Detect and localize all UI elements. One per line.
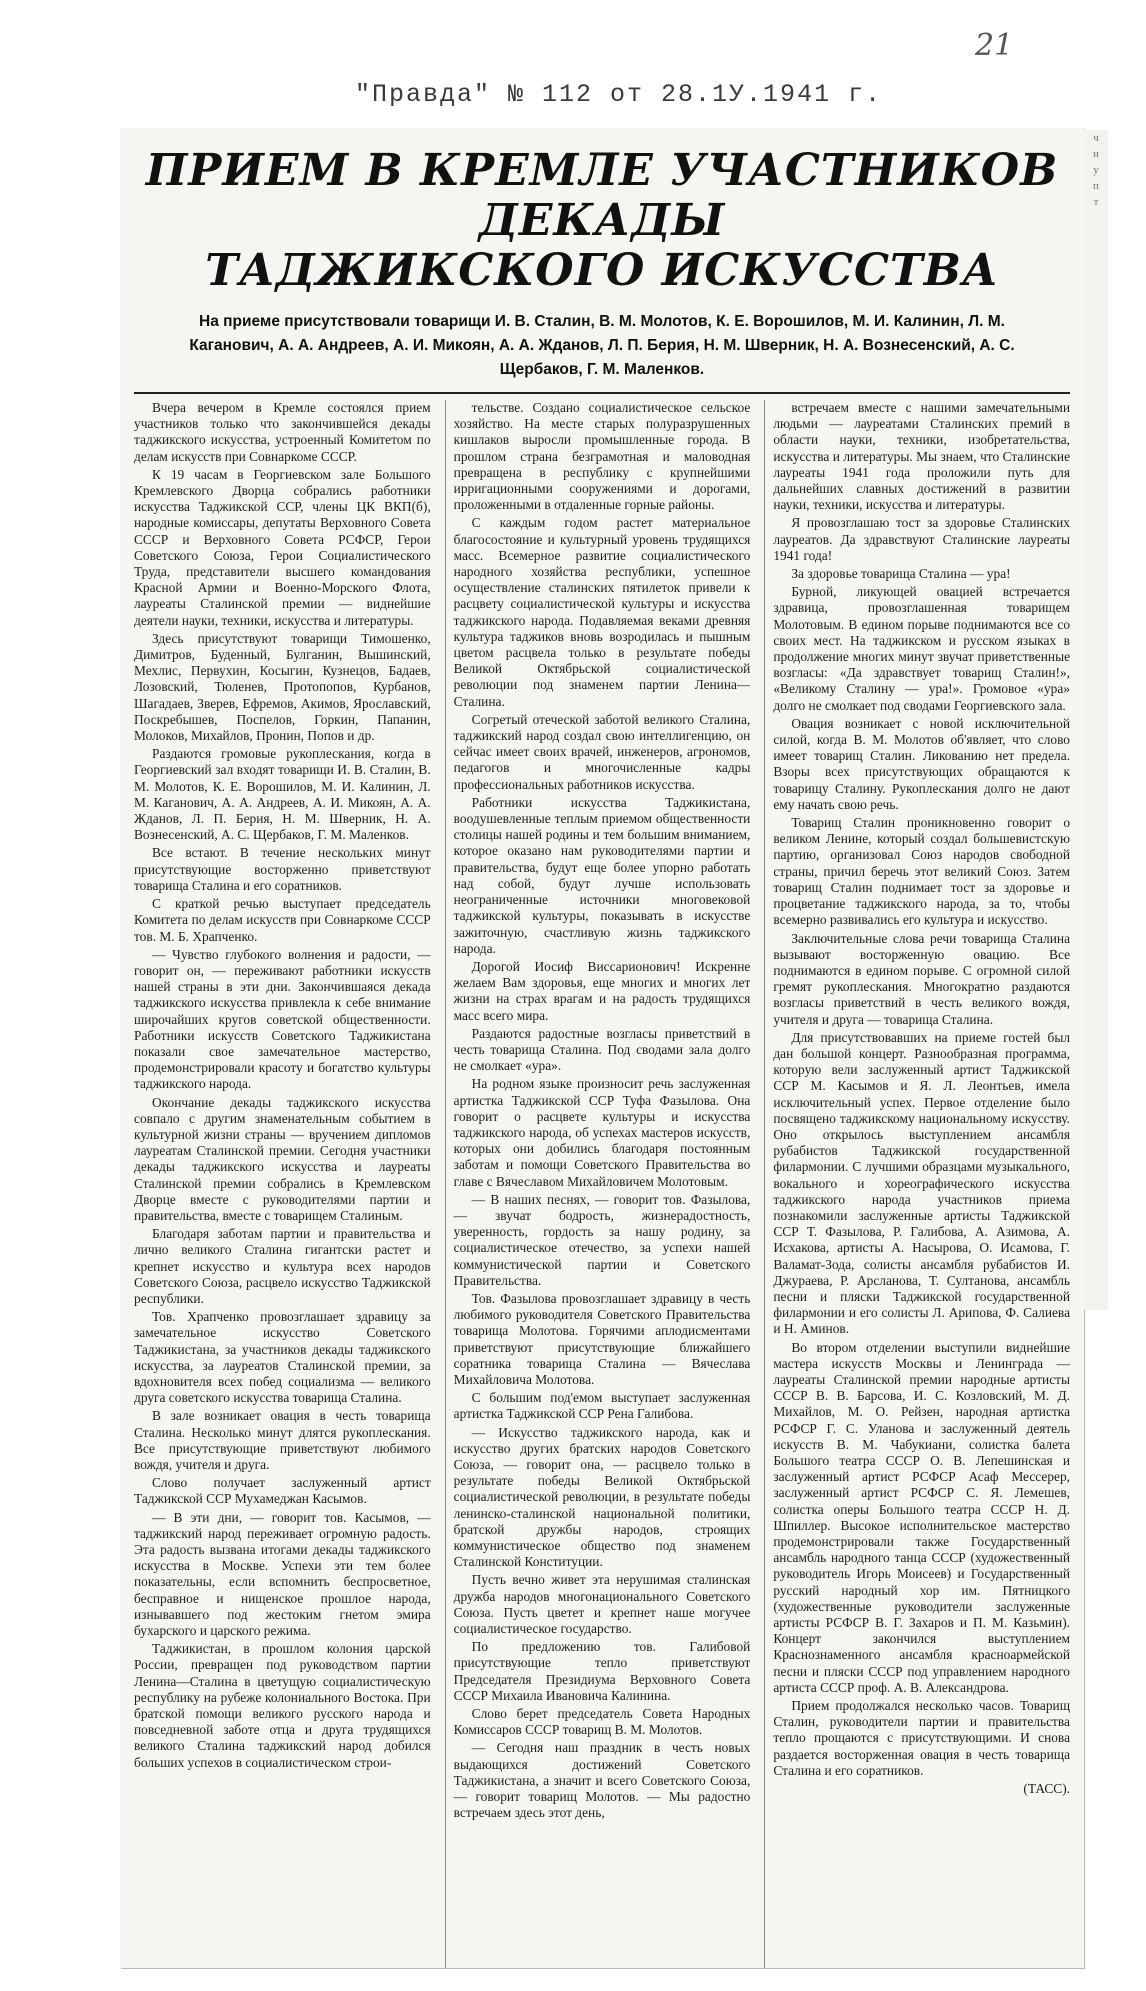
edge-glyph: п <box>1093 180 1099 192</box>
paragraph: Дорогой Иосиф Виссарионович! Искренне желаем Вам здоровья, еще многих и многих лет жизни на страх врагам и на радость трудящихся масс всего мира. <box>453 958 751 1023</box>
paragraph: Я провозглашаю тост за здоровье Сталинских лауреатов. Да здравствуют Сталинские лауреаты 1941 года! <box>773 515 1071 563</box>
paragraph: Заключительные слова речи товарища Сталина вызывают восторженную овацию. Все поднимаются в едином порыве. С огромной силой гремят рукоплескания. Многократно раздаются возгласы приветствий в честь великого вождя, учителя и друга — товарища Сталина. <box>773 930 1071 1027</box>
paragraph: — Искусство таджикского народа, как и искусство других братских народов Советского Союза, — говорит она, — расцвело только в результате победы Великой Октябрьской социалистической революции, в результате победы ленинско-сталинской национальной политики, братской дружбы народов, строящих коммунистическое общество под знаменем Сталинской Конституции. <box>453 1424 751 1570</box>
archive-page-number: 21 <box>975 28 1014 63</box>
article-body <box>120 394 1084 1968</box>
paragraph: С каждым годом растет материальное благосостояние и культурный уровень трудящихся масс. Всемерное развитие социалистического народного хозяйства республики, успешное осуществление сталинских пятилеток привели к расцвету социалистической культуры и искусства таджикского народа. Подавляемая веками древняя культура таджиков вновь возродилась и пышным цветом расцвела только в результате победы Великой Октябрьской социалистической революции под знаменем партии Ленина—Сталина. <box>453 515 751 709</box>
edge-glyph: т <box>1093 196 1099 208</box>
paragraph: Вчера вечером в Кремле состоялся прием участников только что закончившейся декады таджикского искусства, устроенный Комитетом по делам искусств при Совнаркоме СССР. <box>134 400 431 464</box>
article-column-1 <box>134 400 431 1968</box>
paragraph: Благодаря заботам партии и правительства и лично великого Сталина гигантски растет и крепнет искусство и культура всех народов Советского Союза, расцвело искусство Таджикской республики. <box>134 1226 431 1306</box>
paragraph: Слово берет председатель Совета Народных Комиссаров СССР товарищ В. М. Молотов. <box>453 1706 751 1738</box>
paragraph: С большим под'емом выступает заслуженная артистка Таджикской ССР Рена Галибова. <box>453 1390 751 1422</box>
article-column-2 <box>445 400 751 1968</box>
paragraph: Овация возникает с новой исключительной силой, когда В. М. Молотов об'являет, что слово имеет товарищ Сталин. Ликованию нет предела. Взоры всех присутствующих обращаются к товарищу Сталину. Рукоплескания долго не дают ему начать свою речь. <box>773 715 1071 812</box>
paragraph: Таджикистан, в прошлом колония царской России, превращен под руководством партии Ленина—Сталина в цветущую социалистическую республику на рубеже колониального Востока. При братской помощи великого русского народа и повседневной заботе отца и друга трудящихся великого Сталина таджикский народ добился больших успехов в социалистическом строи- <box>134 1641 431 1770</box>
adjacent-clipping-edge <box>1084 130 1108 1310</box>
paragraph: Бурной, ликующей овацией встречается здравица, провозглашенная товарищем Молотовым. В едином порыве поднимаются все со своих мест. На таджикском и русском языках в продолжение многих минут звучат приветственные возгласы: «Да здравствует товарищ Сталин!», «Великому Сталину — ура!». Громовое «ура» долго не смолкает под сводами Георгиевского зала. <box>773 584 1071 713</box>
paragraph: Слово получает заслуженный артист Таджикской ССР Мухамеджан Касымов. <box>134 1475 431 1507</box>
paragraph: — Чувство глубокого волнения и радости, — говорит он, — переживают работники искусств нашей страны в эти дни. Закончившаяся декада таджикского искусства привлекла к себе внимание широчайших кругов советской общественности. Работники искусств Советского Таджикистана показали свое замечательное мастерство, продемонстрировали красоту и богатство культуры таджикского народа. <box>134 946 431 1092</box>
paragraph: — В наших песнях, — говорит тов. Фазылова, — звучат бодрость, жизнерадостность, уверенность, гордость за нашу родину, за социалистическое отечество, за успехи нашей коммунистической партии и Советского Правительства. <box>453 1191 751 1288</box>
paragraph: В зале возникает овация в честь товарища Сталина. Несколько минут длятся рукоплескания. Все присутствующие приветствуют любимого вождя, учителя и друга. <box>134 1408 431 1472</box>
paragraph: встречаем вместе с нашими замечательными людьми — лауреатами Сталинских премий в области науки, техники, изобретательства, искусства и литературы. Мы знаем, что Сталинские лауреаты 1941 года проложили путь для дальнейших славных достижений в развитии науки, техники, искусства и литературы. <box>773 400 1071 513</box>
paragraph: На родном языке произносит речь заслуженная артистка Таджикской ССР Туфа Фазылова. Она говорит о расцвете культуры и искусства таджикского народа, об успехах мастеров искусств, которых они добились благодаря постоянным заботам и помощи Советского Правительства во главе с Вячеславом Михайловичем Молотовым. <box>453 1076 751 1189</box>
paragraph: За здоровье товарища Сталина — ура! <box>791 566 1011 582</box>
paragraph: Согретый отеческой заботой великого Сталина, таджикский народ создал свою интеллигенцию, он сейчас имеет своих врачей, инженеров, агрономов, педагогов и многочисленные кадры профессиональных работников искусства. <box>453 711 751 792</box>
paragraph: Раздаются радостные возгласы приветствий в честь товарища Сталина. Под сводами зала долго не смолкает «ура». <box>453 1025 751 1074</box>
edge-glyph: у <box>1093 164 1099 176</box>
paragraph: Товарищ Сталин проникновенно говорит о великом Ленине, который создал большевистскую партию, организовал Союз народов свободной страны, причил беречь этот великий Союз. Затем товарищ Сталин поднимает тост за здоровье и процветание таджикского народа, за то, чтобы всемерно развивались его культура и искусство. <box>773 815 1071 928</box>
paragraph: Все встают. В течение нескольких минут присутствующие восторженно приветствуют товарища Сталина и его соратников. <box>134 845 431 893</box>
source-stamp: "Правда" № 112 от 28.1У.1941 г. <box>355 80 883 109</box>
newspaper-clipping <box>120 128 1084 1968</box>
headline <box>120 146 1084 296</box>
paragraph: — В эти дни, — говорит тов. Касымов, — таджикский народ переживает огромную радость. Эта радость вызвана итогами декады таджикского искусства в Москве. Успехи эти тем более показательны, если вспомнить беспросветное, бесправное и нищенское прошлое народа, изнывавшего под жестоким гнетом эмира бухарского и царского режима. <box>134 1509 431 1639</box>
paragraph: Во втором отделении выступили виднейшие мастера искусств Москвы и Ленинграда — лауреаты Сталинской премии народные артисты СССР В. В. Барсова, И. С. Козловский, М. Д. Михайлов, М. О. Рейзен, народная артистка РСФСР Г. С. Уланова и заслуженный деятель искусств В. М. Чабукиани, солистка балета Большого театра СССР О. В. Лепешинская и заслуженный артист РСФСР Асаф Мессерер, заслуженный артист РСФСР С. Я. Лемешев, солистка оперы Большого театра СССР Н. Д. Шпиллер. Высокое исполнительское мастерство продемонстрировали также Государственный ансамбль народного танца СССР (художественный руководитель Игорь Моисеев) и Государственный русский народный хор им. Пятницкого (художественные руководители заслуженные артисты РСФСР В. Г. Захаров и П. М. Казьмин). Концерт закончился выступлением Краснознаменного ансамбля красноармейской песни и пляски СССР под управлением народного артиста СССР проф. А. В. Александрова. <box>773 1339 1071 1695</box>
edge-glyph: ч <box>1093 132 1099 144</box>
headline-line-2: ТАДЖИКСКОГО ИСКУССТВА <box>205 245 999 296</box>
paragraph: Пусть вечно живет эта нерушимая сталинская дружба народов многонационального Советского Союза. Пусть цветет и крепнет наше могучее социалистическое государство. <box>453 1572 751 1637</box>
paragraph: К 19 часам в Георгиевском зале Большого Кремлевского Дворца собрались работники искусства Таджикской ССР, члены ЦК ВКП(б), народные комиссары, депутаты Верховного Совета СССР и Верховного Совета РСФСР, Герои Советского Союза, Герои Социалистического Труда, представители высшего командования Красной Армии и Военно-Морского Флота, лауреаты Сталинской премии — виднейшие деятели науки, техники, искусства и литературы. <box>134 466 431 628</box>
paragraph: тельстве. Создано социалистическое сельское хозяйство. На месте старых полуразрушенных кишлаков выросли промышленные города. В прошлом страна безграмотная и маловодная превращена в республику с крупнейшими ирригационными сооружениями и дорогами, проложенными в отдаленные горные районы. <box>453 400 751 513</box>
paragraph: Для присутствовавших на приеме гостей был дан большой концерт. Разнообразная программа, которую вели заслуженный артист Таджикской ССР М. Касымов и Я. Л. Леонтьев, имела исключительный успех. Первое отделение было посвящено таджикскому национальному искусству. Оно открылось выступлением ансамбля рубабистов Таджикской государственной филармонии. С лучшими образцами музыкального, вокального и хореографического искусства таджикского народа участников приема познакомили заслуженные артисты Таджикской ССР Т. Фазылова, Р. Галибова, А. Азимова, А. Исхакова, артисты А. Насырова, О. Исамова, Г. Валамат-Зода, солисты ансамбля рубабистов И. Джураева, Р. Арсланова, Т. Султанова, ансамбль песни и пляски Таджикской государственной филармонии и его солисты Л. Арипова, Ф. Салиева и Н. Аминов. <box>773 1029 1071 1337</box>
paragraph: Тов. Фазылова провозглашает здравицу в честь любимого руководителя Советского Правительства товарища Молотова. Горячими аплодисментами приветствуют присутствующие ближайшего соратника товарища Сталина — Вячеслава Михайловича Молотова. <box>453 1290 751 1387</box>
edge-glyph: н <box>1093 148 1099 160</box>
paragraph: — Сегодня наш праздник в честь новых выдающихся достижений Советского Таджикистана, а значит и всего Советского Союза, — говорит товарищ Молотов. — Мы радостно встречаем здесь этот день, <box>453 1740 751 1821</box>
paragraph: Раздаются громовые рукоплескания, когда в Георгиевский зал входят товарищи И. В. Сталин, В. М. Молотов, К. Е. Ворошилов, М. И. Калинин, Л. М. Каганович, А. А. Андреев, А. И. Микоян, А. А. Жданов, Л. П. Берия, Н. М. Шверник, Н. А. Вознесенский, А. С. Щербаков, Г. М. Маленков. <box>134 746 431 843</box>
headline-line-1: ПРИЕМ В КРЕМЛЕ УЧАСТНИКОВ ДЕКАДЫ <box>145 145 1059 246</box>
tass-signature: (ТАСС). <box>1023 1781 1071 1797</box>
paragraph: Окончание декады таджикского искусства совпало с другим знаменательным событием в культурной жизни страны — вручением дипломов лауреатам Сталинской премии. Сегодня участники декады таджикского искусства и лауреаты Сталинской премии собрались в Кремлевском Дворце вместе с руководителями партии и правительства, вместе с товарищем Сталиным. <box>134 1094 431 1223</box>
article-column-3 <box>764 400 1070 1968</box>
paragraph: Прием продолжался несколько часов. Товарищ Сталин, руководители партии и правительства тепло прощаются с присутствующими. И снова раздается восторженная овация в честь товарища Сталина и его соратников. <box>773 1698 1071 1778</box>
paragraph: Работники искусства Таджикистана, воодушевленные теплым приемом общественности столицы нашей родины и тем большим вниманием, которое оказано нам руководителями партии и правительства, будут еще более упорно работать над собой, будут лучше использовать неограниченные источники многовековой таджикской культуры, показывать в искусстве зажиточную, счастливую жизнь таджикского народа. <box>453 794 751 956</box>
paragraph: Тов. Храпченко провозглашает здравицу за замечательное искусство Советского Таджикистана, за участников декады таджикского искусства, за лауреатов Сталинской премии, за вдохновителя всех побед социализма — великого друга советского искусства товарища Сталина. <box>134 1309 431 1406</box>
paragraph: Здесь присутствуют товарищи Тимошенко, Димитров, Буденный, Булганин, Вышинский, Мехлис, Первухин, Косыгин, Кузнецов, Бадаев, Лозовский, Тюленев, Протопопов, Курбанов, Шагадаев, Зверев, Ефремов, Акимов, Ярославский, Поскребышев, Поспелов, Горкин, Папанин, Молоков, Михайлов, Пронин, Попов и др. <box>134 630 431 744</box>
paragraph: По предложению тов. Галибовой присутствующие тепло приветствуют Председателя Президиума Верховного Совета СССР Михаила Ивановича Калинина. <box>453 1639 751 1703</box>
paragraph: С краткой речью выступает председатель Комитета по делам искусств при Совнаркоме СССР тов. М. Б. Храпченко. <box>134 896 431 944</box>
subheadline: На приеме присутствовали товарищи И. В. Сталин, В. М. Молотов, К. Е. Ворошилов, М. И. Калинин, Л. М. Каганович, А. А. Андреев, А. И. Микоян, А. А. Жданов, Л. П. Берия, Н. М. Шверник, Н. А. Вознесенский, А. С. Щербаков, Г. М. Маленков. <box>189 313 1015 378</box>
